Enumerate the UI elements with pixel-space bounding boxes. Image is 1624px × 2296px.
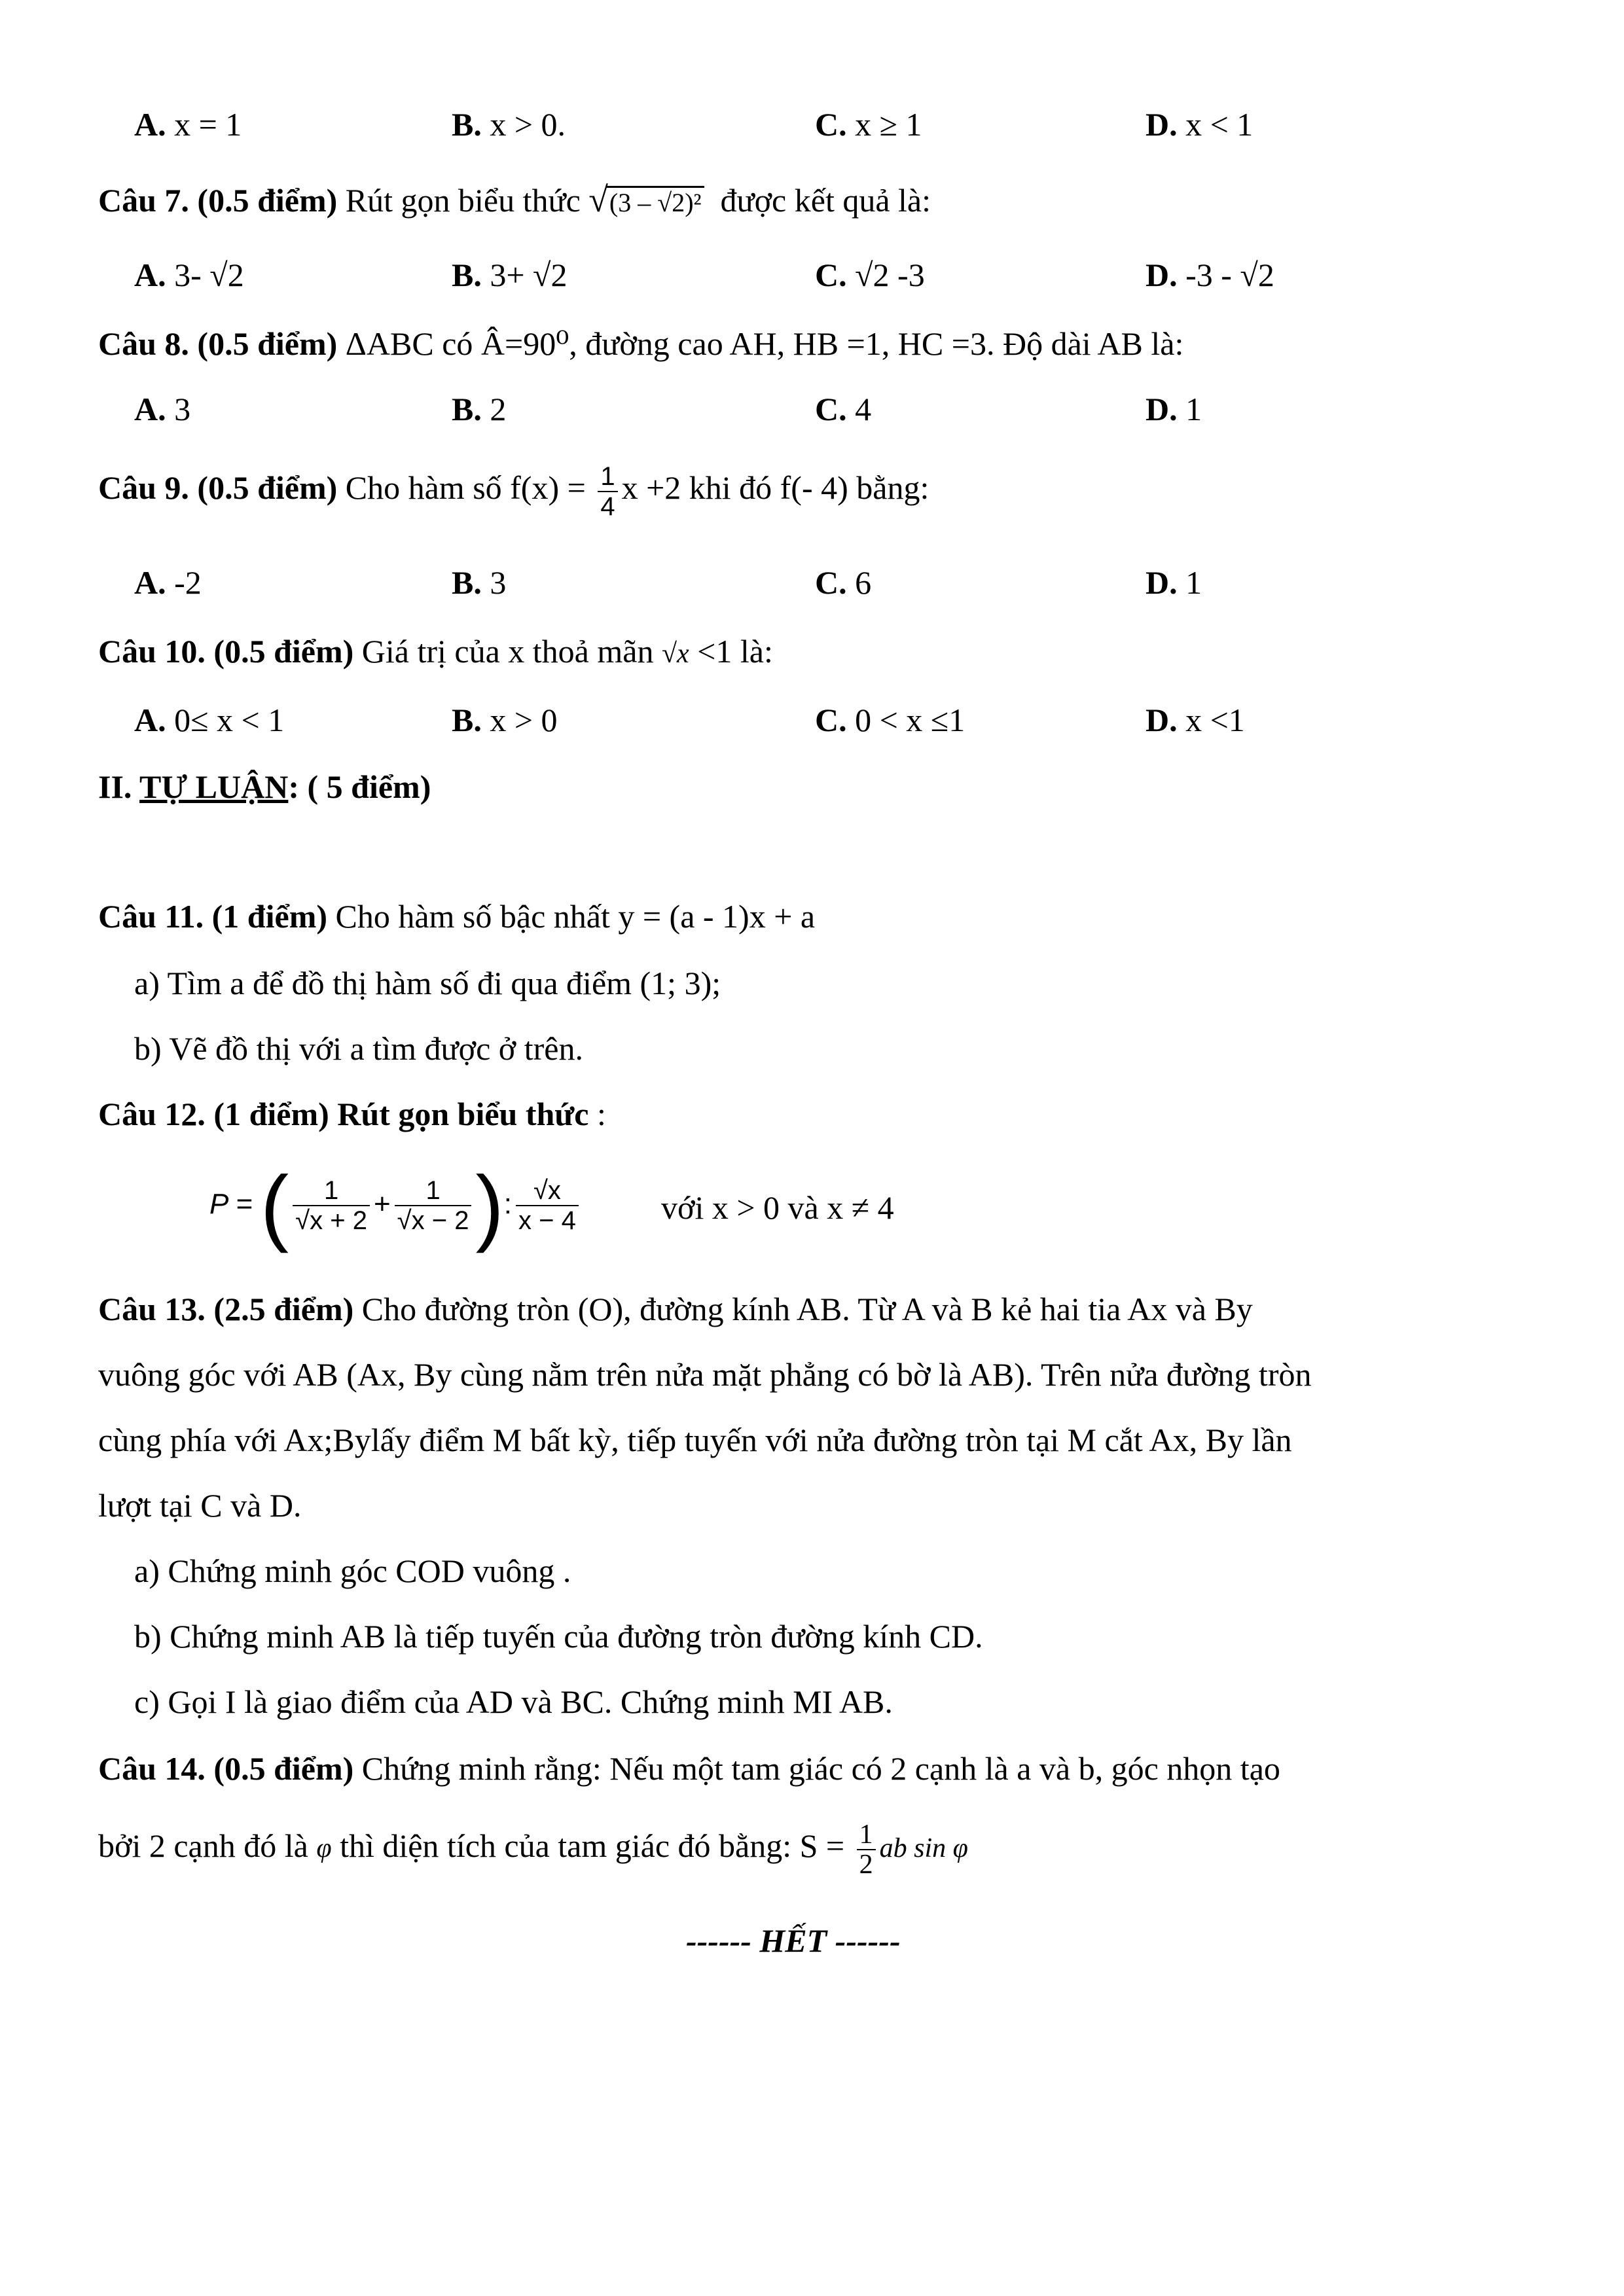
q14-line-1: Câu 14. (0.5 điểm) Chứng minh rằng: Nếu một tam giác có 2 cạnh là a và b, góc nhọn tạo xyxy=(98,1750,1280,1787)
q13-line-2: vuông góc với AB (Ax, By cùng nằm trên nửa mặt phẳng có bờ là AB). Trên nửa đường tròn xyxy=(98,1356,1312,1393)
q13-line-1: Câu 13. (2.5 điểm) Cho đường tròn (O), đường kính AB. Từ A và B kẻ hai tia Ax và By xyxy=(98,1291,1253,1327)
q8-option-c: C. 4 xyxy=(815,391,872,427)
q8-text: Câu 8. (0.5 điểm) ΔABC có Â=90⁰, đường cao AH, HB =1, HC =3. Độ dài AB là: xyxy=(98,325,1184,362)
q7-option-c: C. √2 -3 xyxy=(815,257,925,293)
q12-text: Câu 12. (1 điểm) Rút gọn biểu thức : xyxy=(98,1096,606,1132)
q13-part-b: b) Chứng minh AB là tiếp tuyến của đường tròn đường kính CD. xyxy=(134,1618,983,1655)
q7-option-d: D. -3 - √2 xyxy=(1146,257,1274,293)
q6-option-c: C. x ≥ 1 xyxy=(815,106,922,143)
q12-formula: P = ( $\frac{1}{√x + 2}$ + $\frac{1}{√x - 2}$ ): $\frac{√x}{x - 4}$ xyxy=(209,1158,583,1251)
q13-line-4: lượt tại C và D. xyxy=(98,1487,302,1524)
q9-option-d: D. 1 xyxy=(1146,564,1202,601)
q9-option-c: C. 6 xyxy=(815,564,872,601)
q6-option-d: D. x < 1 xyxy=(1146,106,1254,143)
q14-line-2: bởi 2 cạnh đó là φ thì diện tích của tam giác đó bằng: S = $\frac{1}{2}$ ab sin φ xyxy=(98,1819,968,1880)
q6-option-b: B. x > 0. xyxy=(452,106,566,143)
q11-part-b: b) Vẽ đồ thị với a tìm được ở trên. xyxy=(134,1030,583,1067)
q10-option-a: A. 0≤ x < 1 xyxy=(134,702,285,738)
q14-fraction: $\frac{1}{2}$ xyxy=(857,1820,876,1879)
q13-line-3: cùng phía với Ax;Bylấy điểm M bất kỳ, tiếp tuyến với nửa đường tròn tại M cắt Ax, By lần xyxy=(98,1422,1292,1458)
q13-part-a: a) Chứng minh góc COD vuông . xyxy=(134,1552,571,1589)
q9-option-b: B. 3 xyxy=(452,564,507,601)
section-2-heading: II. TỰ LUẬN: ( 5 điểm) xyxy=(98,768,431,805)
q7-option-a: A. 3- √2 xyxy=(134,257,244,293)
q8-option-b: B. 2 xyxy=(452,391,507,427)
q11-text: Câu 11. (1 điểm) Cho hàm số bậc nhất y = (a - 1)x + a xyxy=(98,898,816,935)
q11-part-a: a) Tìm a để đồ thị hàm số đi qua điểm (1; 3); xyxy=(134,965,721,1001)
q12-condition: với x > 0 và x ≠ 4 xyxy=(661,1189,894,1226)
q12-fraction-3: $\frac{√x}{x - 4}$ xyxy=(516,1176,579,1235)
q13-part-c: c) Gọi I là giao điểm của AD và BC. Chứng minh MI AB. xyxy=(134,1683,893,1720)
q8-option-a: A. 3 xyxy=(134,391,191,427)
q7-text: Câu 7. (0.5 điểm) Rút gọn biểu thức √(3 – √2)² được kết quả là: xyxy=(98,180,931,219)
q8-option-d: D. 1 xyxy=(1146,391,1202,427)
q12-fraction-1: $\frac{1}{√x + 2}$ xyxy=(293,1176,370,1235)
q9-text: Câu 9. (0.5 điểm) Cho hàm số f(x) = $\frac{1}{4}$ x +2 khi đó f(- 4) bằng: xyxy=(98,461,929,521)
q10-option-c: C. 0 < x ≤1 xyxy=(815,702,965,738)
q7-option-b: B. 3+ √2 xyxy=(452,257,568,293)
q9-fraction: $\frac{1}{4}$ xyxy=(598,462,617,521)
q10-text: Câu 10. (0.5 điểm) Giá trị của x thoả mãn √x <1 là: xyxy=(98,633,773,670)
q10-option-d: D. x <1 xyxy=(1146,702,1245,738)
end-marker: ------ HẾT ------ xyxy=(686,1922,901,1959)
q9-option-a: A. -2 xyxy=(134,564,202,601)
q6-option-a: A. x = 1 xyxy=(134,106,242,143)
q10-option-b: B. x > 0 xyxy=(452,702,558,738)
q12-fraction-2: $\frac{1}{√x - 2}$ xyxy=(395,1176,472,1235)
